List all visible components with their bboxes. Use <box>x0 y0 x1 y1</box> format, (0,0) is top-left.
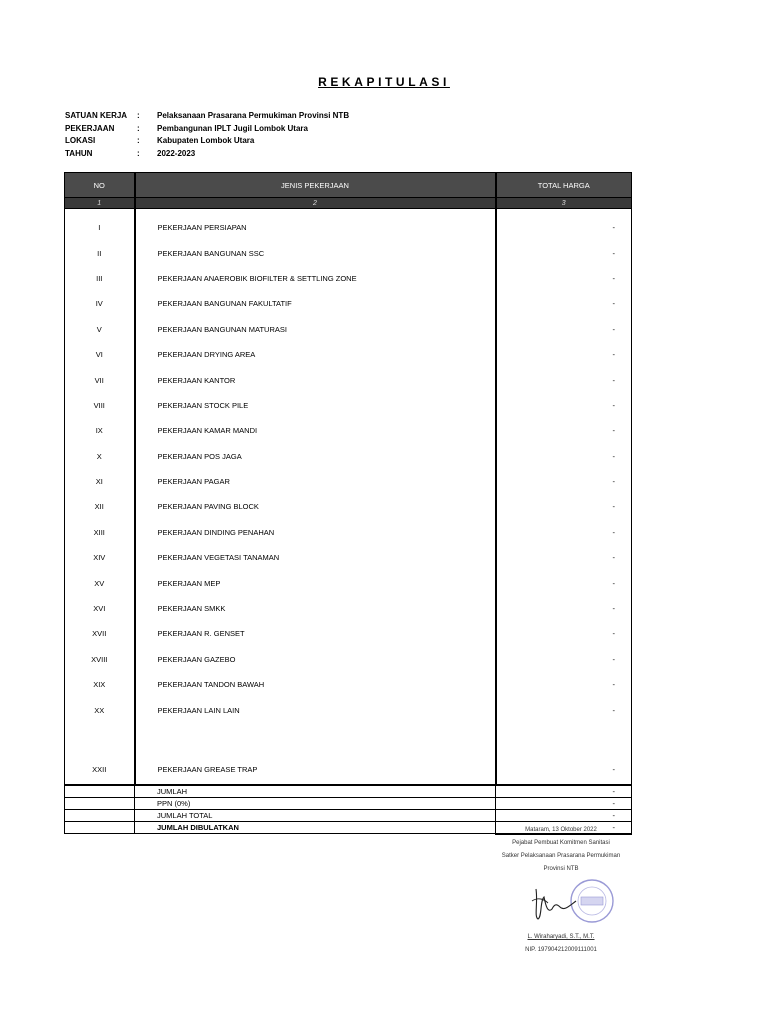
row-no: X <box>65 444 135 469</box>
info-value: Pembangunan IPLT Jugil Lombok Utara <box>157 123 308 133</box>
row-total: - <box>496 240 632 265</box>
table-row <box>65 266 632 291</box>
row-total: - <box>496 647 632 672</box>
project-info <box>65 110 349 160</box>
header-total-harga: TOTAL HARGA <box>496 173 632 198</box>
summary-value: - <box>496 821 632 834</box>
row-no: II <box>65 240 135 265</box>
row-no: XII <box>65 494 135 519</box>
info-separator: : <box>137 111 140 120</box>
row-total: - <box>496 291 632 316</box>
row-total: - <box>496 520 632 545</box>
row-total: - <box>496 596 632 621</box>
column-number: 3 <box>496 198 632 209</box>
row-jenis: PEKERJAAN KANTOR <box>135 367 496 392</box>
table-row <box>65 570 632 595</box>
signer-office: Satker Pelaksanaan Prasarana Permukiman <box>501 853 621 859</box>
row-total: - <box>496 494 632 519</box>
summary-empty-cell <box>65 785 135 798</box>
table-row <box>65 291 632 316</box>
row-no: XXII <box>65 723 135 785</box>
row-jenis: PEKERJAAN TANDON BAWAH <box>135 672 496 697</box>
summary-label: JUMLAH TOTAL <box>135 809 496 821</box>
row-no: XVII <box>65 621 135 646</box>
row-no: XX <box>65 697 135 722</box>
row-jenis: PEKERJAAN GAZEBO <box>135 647 496 672</box>
row-no: XVIII <box>65 647 135 672</box>
stamp-seal-icon <box>486 877 636 925</box>
summary-value: - <box>496 785 632 798</box>
row-no: VII <box>65 367 135 392</box>
row-total: - <box>496 469 632 494</box>
info-separator: : <box>137 148 140 158</box>
recap-table <box>64 172 632 835</box>
header-jenis-pekerjaan: JENIS PEKERJAAN <box>135 173 496 198</box>
row-jenis: PEKERJAAN LAIN LAIN <box>135 697 496 722</box>
row-total: - <box>496 444 632 469</box>
row-no: XIII <box>65 520 135 545</box>
signature-block <box>486 824 636 957</box>
row-no: VIII <box>65 393 135 418</box>
header-no: NO <box>65 173 135 198</box>
row-jenis: PEKERJAAN R. GENSET <box>135 621 496 646</box>
row-total: - <box>496 545 632 570</box>
column-number: 2 <box>135 198 496 209</box>
summary-label: JUMLAH DIBULATKAN <box>135 821 496 834</box>
row-no: III <box>65 266 135 291</box>
info-label: TAHUN <box>65 148 93 158</box>
row-no: XIV <box>65 545 135 570</box>
info-label: SATUAN KERJA <box>65 111 128 120</box>
info-value: Kabupaten Lombok Utara <box>157 136 255 145</box>
table-row <box>65 240 632 265</box>
summary-empty-cell <box>65 809 135 821</box>
table-header-row <box>65 173 632 198</box>
table-row <box>65 317 632 342</box>
info-row-satuan-kerja <box>65 110 349 123</box>
signature-and-stamp <box>486 877 636 925</box>
info-separator: : <box>137 123 140 133</box>
summary-empty-cell <box>65 797 135 809</box>
table-row <box>65 647 632 672</box>
row-total: - <box>496 266 632 291</box>
summary-label: JUMLAH <box>135 785 496 798</box>
row-no: I <box>65 209 135 241</box>
row-total: - <box>496 317 632 342</box>
row-total: - <box>496 418 632 443</box>
summary-row-jumlah <box>65 785 632 798</box>
signer-province: Provinsi NTB <box>543 866 579 872</box>
table-row <box>65 520 632 545</box>
table-row <box>65 672 632 697</box>
place-date: Mataram, 13 Oktober 2022 <box>525 827 597 833</box>
row-no: XIX <box>65 672 135 697</box>
info-label: PEKERJAAN <box>65 123 115 133</box>
table-row <box>65 367 632 392</box>
summary-value: - <box>496 809 632 821</box>
row-total: - <box>496 342 632 367</box>
signer-nip: NIP. 197904212009111001 <box>525 947 597 953</box>
row-jenis: PEKERJAAN STOCK PILE <box>135 393 496 418</box>
summary-label: PPN (0%) <box>135 797 496 809</box>
table-row <box>65 393 632 418</box>
row-jenis: PEKERJAAN SMKK <box>135 596 496 621</box>
info-label: LOKASI <box>65 136 96 145</box>
summary-row-jumlah-total <box>65 809 632 821</box>
row-no: IV <box>65 291 135 316</box>
row-jenis: PEKERJAAN PAGAR <box>135 469 496 494</box>
table-row <box>65 444 632 469</box>
table-row <box>65 469 632 494</box>
table-row <box>65 596 632 621</box>
signer-name: L. Wiraharyadi, S.T., M.T. <box>527 934 595 940</box>
row-jenis: PEKERJAAN ANAEROBIK BIOFILTER & SETTLING ZONE <box>135 266 496 291</box>
row-total: - <box>496 209 632 241</box>
info-row-pekerjaan <box>65 123 349 136</box>
table-row <box>65 418 632 443</box>
row-jenis: PEKERJAAN VEGETASI TANAMAN <box>135 545 496 570</box>
column-number-row <box>65 198 632 209</box>
table-row <box>65 697 632 722</box>
row-total: - <box>496 697 632 722</box>
signer-position: Pejabat Pembuat Komitmen Sanitasi <box>512 840 610 846</box>
info-separator: : <box>137 136 140 145</box>
table-row <box>65 621 632 646</box>
table-row <box>65 342 632 367</box>
table-row <box>65 209 632 241</box>
row-total: - <box>496 621 632 646</box>
row-no: XI <box>65 469 135 494</box>
row-total: - <box>496 570 632 595</box>
row-total: - <box>496 393 632 418</box>
document-title: REKAPITULASI <box>318 75 450 89</box>
row-no: VI <box>65 342 135 367</box>
row-jenis: PEKERJAAN DRYING AREA <box>135 342 496 367</box>
summary-value: - <box>496 797 632 809</box>
table-row <box>65 723 632 785</box>
row-jenis: PEKERJAAN PERSIAPAN <box>135 209 496 241</box>
column-number: 1 <box>65 198 135 209</box>
table-row <box>65 494 632 519</box>
row-jenis: PEKERJAAN BANGUNAN SSC <box>135 240 496 265</box>
row-jenis: PEKERJAAN DINDING PENAHAN <box>135 520 496 545</box>
table-row <box>65 545 632 570</box>
row-no: V <box>65 317 135 342</box>
row-jenis: PEKERJAAN GREASE TRAP <box>135 723 496 785</box>
row-jenis: PEKERJAAN POS JAGA <box>135 444 496 469</box>
info-row-lokasi <box>65 135 349 148</box>
info-row-tahun <box>65 148 349 161</box>
row-no: XV <box>65 570 135 595</box>
row-no: XVI <box>65 596 135 621</box>
row-jenis: PEKERJAAN KAMAR MANDI <box>135 418 496 443</box>
info-value: 2022-2023 <box>157 148 196 158</box>
row-total: - <box>496 367 632 392</box>
row-jenis: PEKERJAAN BANGUNAN FAKULTATIF <box>135 291 496 316</box>
summary-empty-cell <box>65 821 135 834</box>
row-jenis: PEKERJAAN PAVING BLOCK <box>135 494 496 519</box>
summary-row-ppn <box>65 797 632 809</box>
info-value: Pelaksanaan Prasarana Permukiman Provinsi NTB <box>157 111 350 120</box>
row-total: - <box>496 723 632 785</box>
row-total: - <box>496 672 632 697</box>
row-no: IX <box>65 418 135 443</box>
row-jenis: PEKERJAAN MEP <box>135 570 496 595</box>
row-jenis: PEKERJAAN BANGUNAN MATURASI <box>135 317 496 342</box>
